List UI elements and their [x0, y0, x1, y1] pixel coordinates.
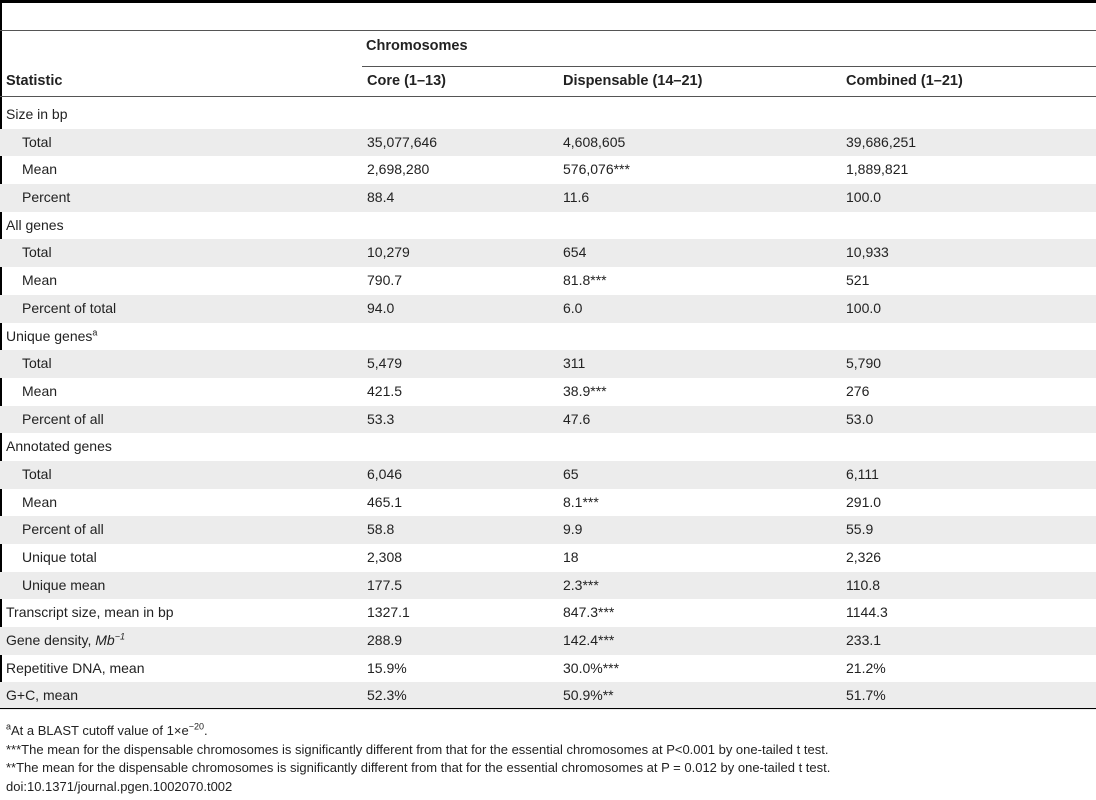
table-body — [0, 101, 1096, 710]
cell-combined: 2,326 — [846, 549, 882, 565]
column-header-row — [0, 68, 1096, 97]
row-label — [6, 433, 112, 461]
table-row — [0, 267, 1096, 295]
row-label-unit-exponent: −1 — [114, 631, 125, 642]
cell-dispensable: 47.6 — [563, 410, 591, 427]
header-rule — [0, 30, 1096, 31]
row-label — [22, 350, 52, 378]
footnotes — [6, 722, 1091, 796]
cell-core: 465.1 — [367, 493, 403, 510]
row-label — [22, 378, 57, 406]
row-label-text: Total — [22, 355, 52, 372]
table-row — [0, 599, 1096, 627]
table-row — [0, 378, 1096, 406]
cell-combined: 1144.3 — [846, 604, 888, 621]
cell-combined: 39,686,251 — [846, 133, 917, 150]
row-label-text: Unique genes — [6, 327, 93, 344]
table-row — [0, 295, 1096, 323]
cell-dispensable: 6.0 — [563, 299, 583, 316]
row-label-text: Mean — [22, 382, 58, 399]
row-label — [6, 323, 97, 351]
cell-combined: 276 — [846, 382, 870, 399]
row-label-text: Annotated genes — [6, 438, 112, 455]
table-row — [0, 239, 1096, 267]
row-label — [22, 544, 97, 572]
cell-dispensable: 38.9*** — [563, 382, 607, 399]
row-label — [22, 184, 70, 212]
row-label — [6, 682, 78, 710]
row-label — [6, 101, 67, 129]
cell-combined: 51.7% — [846, 687, 886, 704]
footnote-a-text: At a BLAST cutoff value of 1×e — [11, 723, 189, 738]
row-label-text: Total — [22, 465, 52, 482]
doi: doi:10.1371/journal.pgen.1002070.t002 — [6, 778, 233, 794]
cell-core: 2,698,280 — [367, 161, 430, 178]
table-row — [0, 350, 1096, 378]
row-label-text: Unique total — [22, 549, 97, 565]
row-label-text: Percent of all — [22, 410, 104, 427]
cell-dispensable: 30.0%*** — [563, 659, 620, 676]
row-label-text: G+C, mean — [6, 687, 78, 704]
row-label — [22, 129, 52, 157]
row-label-text: Mean — [22, 493, 58, 510]
cell-combined: 5,790 — [846, 355, 882, 372]
cell-dispensable: 847.3*** — [563, 604, 615, 621]
cell-core: 53.3 — [367, 410, 395, 427]
row-label — [22, 406, 104, 434]
header-core: Core (1–13) — [367, 73, 446, 89]
cell-combined: 1,889,821 — [846, 161, 909, 178]
cell-dispensable: 50.9%** — [563, 687, 614, 704]
row-label-unit: Mb — [95, 632, 115, 649]
table-row — [0, 406, 1096, 434]
table-row — [0, 156, 1096, 184]
cell-core: 288.9 — [367, 632, 403, 649]
cell-core: 177.5 — [367, 576, 403, 593]
table-row — [0, 516, 1096, 544]
header-combined: Combined (1–21) — [846, 73, 963, 89]
row-label-text: Unique mean — [22, 576, 106, 593]
cell-dispensable: 11.6 — [563, 189, 590, 206]
row-label-superscript: a — [92, 326, 98, 337]
table-row — [0, 572, 1096, 600]
cell-combined: 110.8 — [846, 576, 880, 593]
row-label-text: Percent — [22, 189, 71, 206]
cell-dispensable: 311 — [563, 355, 586, 372]
table-row — [0, 323, 1096, 351]
cell-combined: 6,111 — [846, 465, 879, 482]
bottom-rule — [0, 708, 1096, 709]
cell-dispensable: 65 — [563, 465, 579, 482]
row-label-text: Mean — [22, 272, 58, 289]
footnote-triple-star: ***The mean for the dispensable chromosomes is significantly different from that for the essential chromosomes at P<0.001 by one-tailed t test. — [6, 741, 829, 757]
footnote-double-star: **The mean for the dispensable chromosomes is significantly different from that for the essential chromosomes at P = 0.012 by one-tailed t test. — [6, 760, 831, 776]
cell-dispensable: 8.1*** — [563, 493, 599, 510]
row-label — [6, 212, 64, 240]
row-label — [6, 627, 125, 655]
row-label — [22, 295, 116, 323]
row-label — [6, 655, 145, 683]
row-label — [22, 572, 105, 600]
table-row — [0, 184, 1096, 212]
row-label — [22, 156, 57, 184]
cell-core: 421.5 — [367, 382, 403, 399]
table-row — [0, 433, 1096, 461]
group-header: Chromosomes — [366, 38, 468, 54]
footnote-a-exponent: −20 — [188, 721, 204, 732]
table-row — [0, 544, 1096, 572]
cell-core: 790.7 — [367, 272, 403, 289]
cell-core: 52.3% — [367, 687, 407, 704]
cell-core: 35,077,646 — [367, 133, 438, 150]
row-label — [6, 599, 174, 627]
row-label-text: Gene density, — [6, 632, 96, 649]
row-label — [22, 267, 57, 295]
row-label-text: Size in bp — [6, 106, 68, 122]
footnote-a-mark: a — [6, 721, 12, 732]
cell-combined: 53.0 — [846, 410, 874, 427]
cell-dispensable: 576,076*** — [563, 161, 630, 178]
cell-dispensable: 654 — [563, 244, 587, 261]
cell-dispensable: 2.3*** — [563, 576, 599, 593]
table-row — [0, 461, 1096, 489]
row-label — [22, 239, 52, 267]
cell-dispensable: 4,608,605 — [563, 133, 626, 150]
table-row — [0, 212, 1096, 240]
cell-combined: 100.0 — [846, 189, 882, 206]
cell-dispensable: 81.8*** — [563, 272, 607, 289]
footnote-a — [6, 722, 1091, 741]
cell-combined: 100.0 — [846, 299, 882, 316]
cell-core: 15.9% — [367, 659, 407, 676]
group-header-rule — [362, 66, 1096, 67]
table-row — [0, 129, 1096, 157]
row-label-text: All genes — [6, 216, 64, 233]
cell-combined: 10,933 — [846, 244, 889, 261]
table-row — [0, 489, 1096, 517]
table-top-gap — [0, 3, 1096, 30]
cell-combined: 291.0 — [846, 493, 882, 510]
cell-dispensable: 18 — [563, 549, 579, 565]
row-label-text: Transcript size, mean in bp — [6, 604, 174, 621]
cell-combined: 55.9 — [846, 521, 874, 538]
cell-core: 2,308 — [367, 549, 403, 565]
cell-combined: 521 — [846, 272, 870, 289]
row-label-text: Percent of all — [22, 521, 104, 538]
table-row — [0, 627, 1096, 655]
cell-core: 10,279 — [367, 244, 410, 261]
footnote-a-end: . — [203, 723, 208, 738]
cell-core: 6,046 — [367, 465, 403, 482]
cell-core: 1327.1 — [367, 604, 410, 621]
cell-combined: 233.1 — [846, 632, 882, 649]
table-row — [0, 682, 1096, 710]
header-statistic: Statistic — [6, 73, 63, 89]
cell-core: 58.8 — [367, 521, 395, 538]
row-label-text: Total — [22, 133, 52, 150]
row-label — [22, 461, 52, 489]
table-row — [0, 655, 1096, 683]
row-label-text: Percent of total — [22, 299, 117, 316]
row-label — [22, 516, 104, 544]
cell-core: 94.0 — [367, 299, 395, 316]
header-dispensable: Dispensable (14–21) — [563, 73, 703, 89]
cell-core: 88.4 — [367, 189, 395, 206]
row-label-text: Mean — [22, 161, 58, 178]
cell-dispensable: 9.9 — [563, 521, 583, 538]
row-label-text: Repetitive DNA, mean — [6, 659, 145, 676]
table-row — [0, 101, 1096, 129]
row-label — [22, 489, 57, 517]
cell-core: 5,479 — [367, 355, 403, 372]
cell-combined: 21.2% — [846, 659, 886, 676]
cell-dispensable: 142.4*** — [563, 632, 615, 649]
row-label-text: Total — [22, 244, 52, 261]
